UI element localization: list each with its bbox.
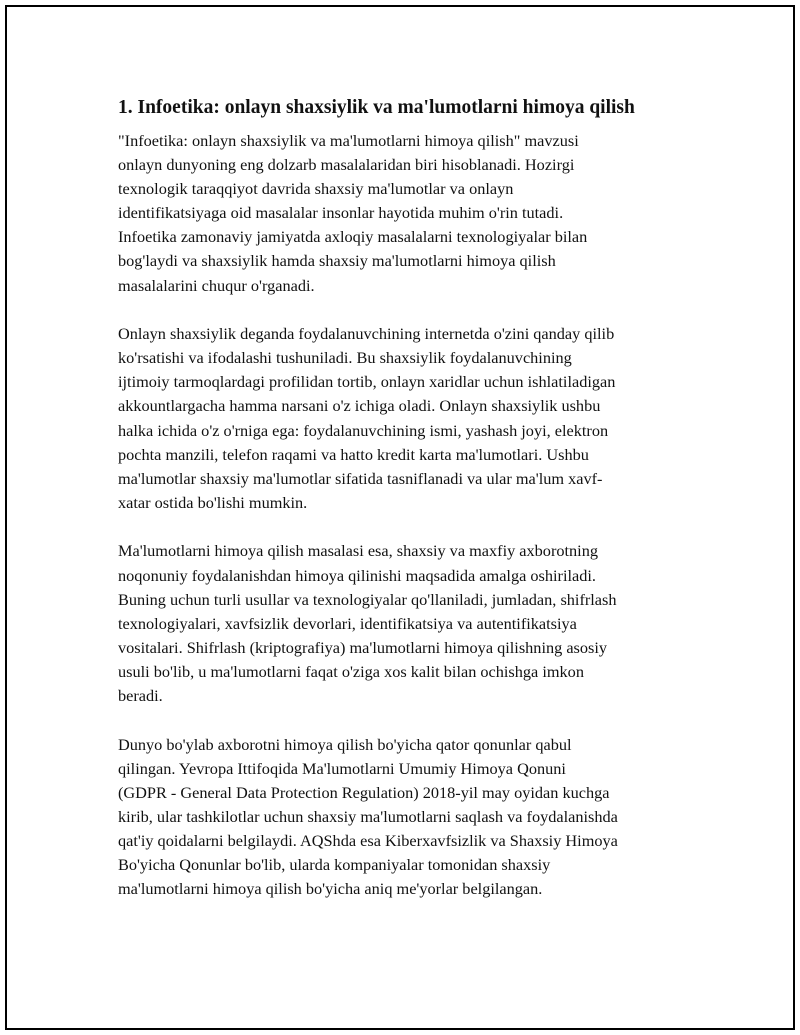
text-line: onlayn dunyoning eng dolzarb masalalaridan biri hisoblanadi. Hozirgi [118, 155, 575, 175]
paragraph-laws [118, 733, 688, 902]
text-line: vositalari. Shifrlash (kriptografiya) ma'lumotlarni himoya qilishning asosiy [118, 637, 608, 657]
document-body [118, 96, 688, 926]
text-line: masalalarini chuqur o'rganadi. [118, 275, 315, 295]
paragraph-intro [118, 129, 688, 298]
text-line: qat'iy qoidalarni belgilaydi. AQShda esa Kiberxavfsizlik va Shaxsiy Himoya [118, 830, 618, 850]
text-line: akkountlargacha hamma narsani o'z ichiga oladi. Onlayn shaxsiylik ushbu [118, 396, 601, 416]
text-line: Bo'yicha Qonunlar bo'lib, ularda kompaniyalar tomonidan shaxsiy [118, 855, 551, 875]
text-line: pochta manzili, telefon raqami va hatto kredit karta ma'lumotlari. Ushbu [118, 444, 589, 464]
paragraph-data-protection [118, 539, 688, 708]
text-line: bog'laydi va shaxsiylik hamda shaxsiy ma'lumotlarni himoya qilish [118, 251, 556, 271]
text-line: ma'lumotlarni himoya qilish bo'yicha aniq me'yorlar belgilangan. [118, 879, 543, 899]
text-line: (GDPR - General Data Protection Regulation) 2018-yil may oyidan kuchga [118, 782, 610, 802]
text-line: texnologiyalari, xavfsizlik devorlari, identifikatsiya va autentifikatsiya [118, 613, 577, 633]
text-line: Dunyo bo'ylab axborotni himoya qilish bo'yicha qator qonunlar qabul [118, 734, 572, 754]
text-line: noqonuniy foydalanishdan himoya qilinishi maqsadida amalga oshiriladi. [118, 565, 596, 585]
text-line: "Infoetika: onlayn shaxsiylik va ma'lumotlarni himoya qilish" mavzusi [118, 131, 579, 150]
text-line: beradi. [118, 685, 163, 705]
document-title: 1. Infoetika: onlayn shaxsiylik va ma'lumotlarni himoya qilish [118, 97, 635, 118]
text-line: Onlayn shaxsiylik deganda foydalanuvchining internetda o'zini qanday qilib [118, 324, 615, 344]
text-line: texnologik taraqqiyot davrida shaxsiy ma'lumotlar va onlayn [118, 179, 514, 199]
text-line: halka ichida o'z o'rniga ega: foydalanuvchining ismi, yashash joyi, elektron [118, 420, 609, 440]
text-line: kirib, ular tashkilotlar uchun shaxsiy ma'lumotlarni saqlash va foydalanishda [118, 806, 618, 826]
text-line: ma'lumotlar shaxsiy ma'lumotlar sifatida tasniflanadi va ular ma'lum xavf- [118, 468, 603, 488]
text-line: identifikatsiyaga oid masalalar insonlar hayotida muhim o'rin tutadi. [118, 203, 564, 223]
text-line: ko'rsatishi va ifodalashi tushuniladi. Bu shaxsiylik foydalanuvchining [118, 348, 572, 368]
text-line: Infoetika zamonaviy jamiyatda axloqiy masalalarni texnologiyalar bilan [118, 227, 588, 247]
text-line: xatar ostida bo'lishi mumkin. [118, 492, 308, 512]
text-line: qilingan. Yevropa Ittifoqida Ma'lumotlarni Umumiy Himoya Qonuni [118, 758, 566, 778]
paragraph-online-identity [118, 322, 688, 515]
text-line: Buning uchun turli usullar va texnologiyalar qo'llaniladi, jumladan, shifrlash [118, 589, 617, 609]
text-line: usuli bo'lib, u ma'lumotlarni faqat o'ziga xos kalit bilan ochishga imkon [118, 661, 584, 681]
text-line: Ma'lumotlarni himoya qilish masalasi esa, shaxsiy va maxfiy axborotning [118, 541, 598, 561]
text-line: ijtimoiy tarmoqlardagi profilidan tortib, onlayn xaridlar uchun ishlatiladigan [118, 372, 616, 392]
